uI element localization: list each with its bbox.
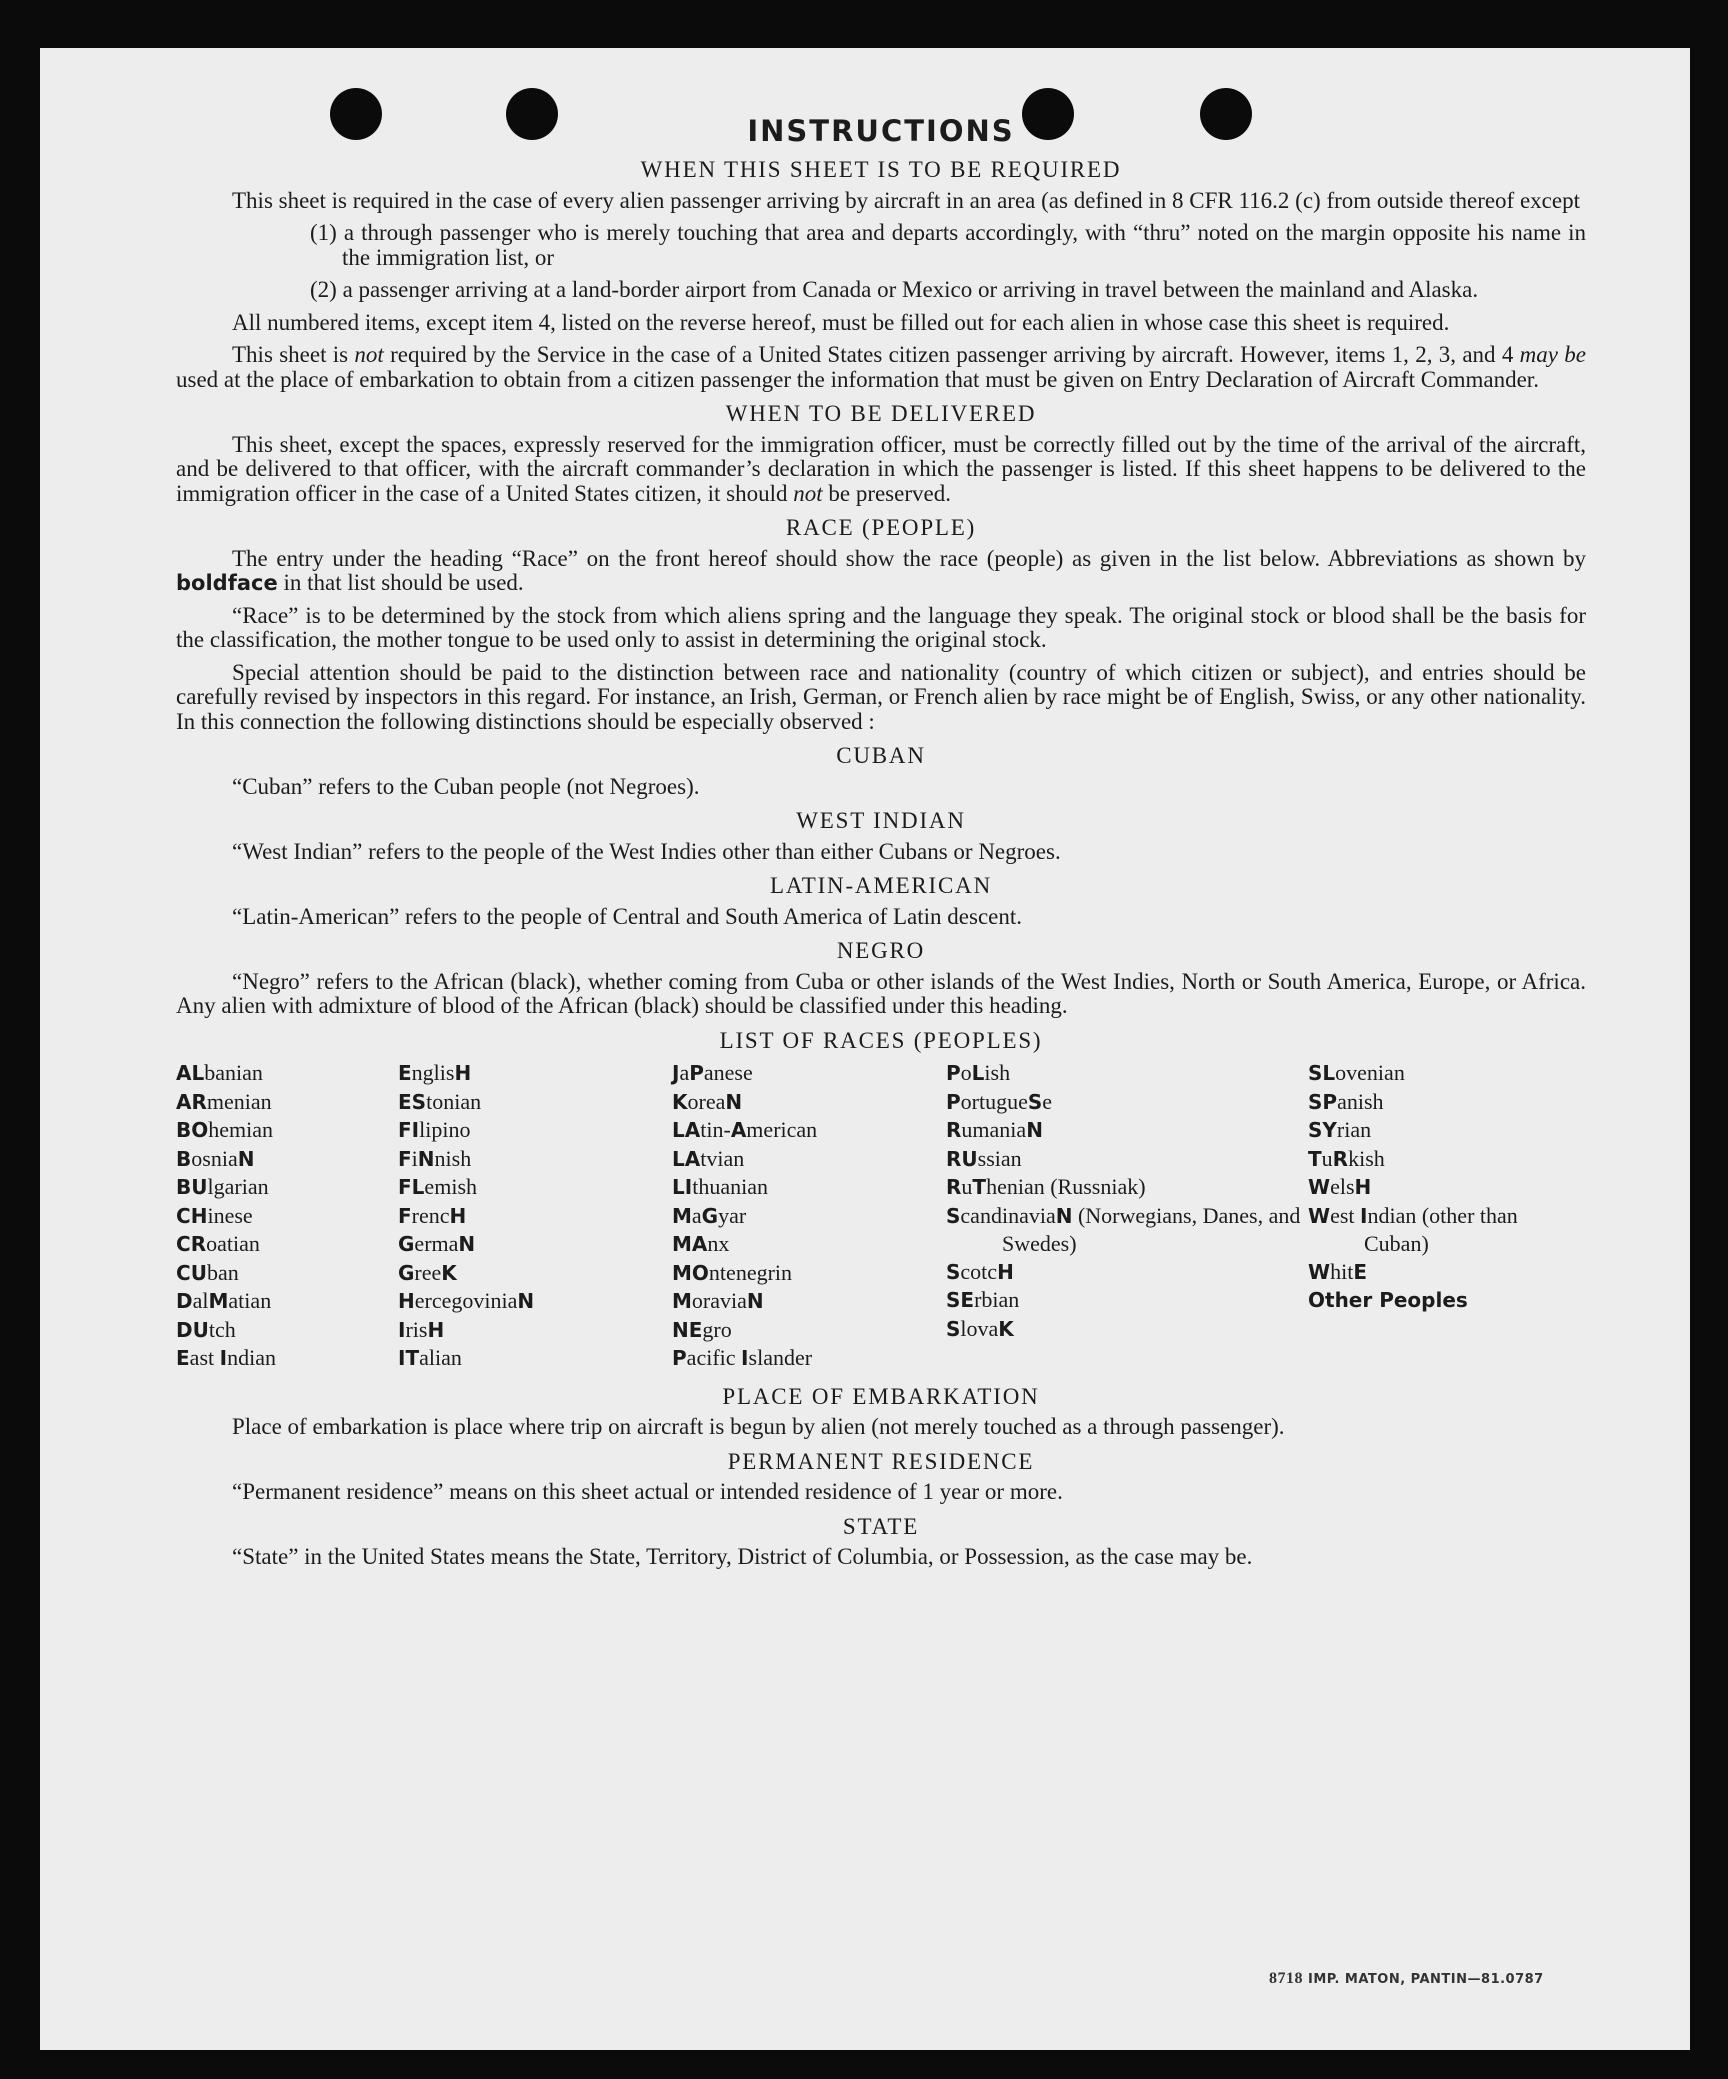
printer-imprint: IMP. MATON, PANTIN—81.0787 xyxy=(1308,1972,1544,1987)
race-item: BUlgarian xyxy=(176,1174,269,1199)
paragraph-delivery: This sheet, except the spaces, expressly reserved for the immigration officer, must be correctly filled out by the time of the arrival of the aircraft, and be delivered to that officer, with the aircraft commander’s declaration in which the passenger is listed. If this sheet happens to be delivered to the immigration officer in the case of a United States citizen, it should not be preserved. xyxy=(176,431,1586,506)
race-column xyxy=(672,1059,946,1373)
race-item: LAtvian xyxy=(672,1145,745,1171)
text-negro: “Negro” refers to the African (black), whether coming from Cuba or other islands of the West Indies, North or South America, Europe, or Africa. Any alien with admixture of blood of the African (black) should be classified under this heading. xyxy=(176,968,1586,1018)
race-column xyxy=(398,1059,672,1373)
heading-list-of-races: LIST OF RACES (PEOPLES) xyxy=(719,1027,1043,1053)
race-item: MaGyar xyxy=(672,1202,747,1228)
race-item: WelsH xyxy=(1308,1174,1372,1199)
race-item: DUtch xyxy=(176,1316,236,1342)
race-item: WhitE xyxy=(1308,1258,1367,1284)
race-item: GreeK xyxy=(398,1259,457,1285)
race-item: DalMatian xyxy=(176,1288,272,1313)
race-item: ARmenian xyxy=(176,1088,272,1114)
form-number: 8718 xyxy=(1269,1970,1303,1987)
form-footer xyxy=(1269,1970,1544,1988)
race-item: KoreaN xyxy=(672,1088,743,1114)
race-item: ITalian xyxy=(398,1345,462,1370)
race-item: ALbanian xyxy=(176,1060,263,1085)
race-column xyxy=(176,1059,398,1373)
paragraph-race-entry: The entry under the heading “Race” on the front hereof should show the race (people) as given in the list below. Abbreviations as shown by boldface in that list should be used. xyxy=(176,545,1586,595)
race-item: MoraviaN xyxy=(672,1288,764,1313)
instructions-content xyxy=(176,114,1586,1578)
race-item: MAnx xyxy=(672,1231,730,1256)
race-item: HercegoviniaN xyxy=(398,1288,535,1313)
race-item: PoLish xyxy=(946,1060,1011,1085)
heading-west-indian: WEST INDIAN xyxy=(796,808,966,833)
race-item: SYrian xyxy=(1308,1117,1372,1142)
race-item: East Indian xyxy=(176,1345,276,1370)
race-column xyxy=(1308,1059,1586,1373)
race-item: GermaN xyxy=(398,1231,476,1256)
heading-race: RACE (PEOPLE) xyxy=(785,515,977,540)
paragraph-intro: This sheet is required in the case of every alien passenger arriving by aircraft in an area (as defined in 8 CFR 116.2 (c) from outside thereof except xyxy=(232,187,1580,213)
text-state: “State” in the United States means the State, Territory, District of Columbia, or Possession, as the case may be. xyxy=(232,1544,1253,1569)
race-item: MOntenegrin xyxy=(672,1259,793,1285)
race-item: JaPanese xyxy=(672,1060,753,1085)
race-item: SPanish xyxy=(1308,1088,1384,1114)
race-item: RuThenian (Russniak) xyxy=(946,1174,1146,1199)
text-latin-american: “Latin-American” refers to the people of Central and South America of Latin descent. xyxy=(232,903,1022,929)
race-item: FIlipino xyxy=(398,1117,471,1142)
heading-when-delivered: WHEN TO BE DELIVERED xyxy=(725,401,1037,426)
paragraph-race-definition: “Race” is to be determined by the stock from which aliens spring and the language they speak. The original stock or blood shall be the basis for the classification, the mother tongue to be used only to assist in determining the original stock. xyxy=(176,602,1586,652)
paragraph-numbered-items: All numbered items, except item 4, listed on the reverse hereof, must be filled out for each alien in whose case this sheet is required. xyxy=(232,309,1450,335)
text-west-indian: “West Indian” refers to the people of the West Indies other than either Cubans or Negroes. xyxy=(232,838,1061,864)
race-item: ScotcH xyxy=(946,1258,1014,1284)
heading-when-required: WHEN THIS SHEET IS TO BE REQUIRED xyxy=(640,157,1122,182)
exception-item-2: (2) a passenger arriving at a land-border airport from Canada or Mexico or arriving in travel between the mainland and Alaska. xyxy=(310,277,1479,302)
exception-item-1: (1) a through passenger who is merely touching that area and departs accordingly, with “thru” noted on the margin opposite his name in the immigration list, or xyxy=(310,220,1586,270)
race-item: NEgro xyxy=(672,1316,732,1342)
race-item: ScandinaviaN (Norwegians, Danes, and Swedes) xyxy=(946,1202,1301,1256)
race-item: CRoatian xyxy=(176,1231,260,1256)
heading-permanent-residence: PERMANENT RESIDENCE xyxy=(727,1448,1035,1474)
race-item: EnglisH xyxy=(398,1060,472,1085)
paragraph-race-nationality: Special attention should be paid to the distinction between race and nationality (country of which citizen or subject), and entries should be carefully revised by inspectors in this regard. For instance, an Irish, German, or French alien by race might be of English, Swiss, or any other nationality. In this connection the following distinctions should be especially observed : xyxy=(176,659,1586,734)
paragraph-citizen: This sheet is not required by the Service in the case of a United States citizen passenger arriving by aircraft. However, items 1, 2, 3, and 4 may be used at the place of embarkation to obtain from a citizen passenger the information that must be given on Entry Declaration of Aircraft Commander. xyxy=(176,342,1587,392)
race-item: SlovaK xyxy=(946,1315,1014,1341)
race-item: LIthuanian xyxy=(672,1174,768,1199)
race-item: BOhemian xyxy=(176,1117,274,1142)
race-item: Other Peoples xyxy=(1308,1288,1468,1312)
heading-negro: NEGRO xyxy=(836,938,926,963)
race-item: TuRkish xyxy=(1308,1145,1385,1171)
race-item: FrencH xyxy=(398,1202,467,1228)
race-item: CUban xyxy=(176,1259,239,1285)
page-title: INSTRUCTIONS xyxy=(747,114,1015,148)
heading-state: STATE xyxy=(842,1513,920,1539)
race-item: IrisH xyxy=(398,1316,445,1342)
race-item: West Indian (other than Cuban) xyxy=(1308,1202,1518,1256)
race-item: RUssian xyxy=(946,1145,1022,1171)
race-item: LAtin-American xyxy=(672,1117,818,1142)
heading-latin-american: LATIN-AMERICAN xyxy=(770,873,992,898)
race-item: Pacific Islander xyxy=(672,1345,813,1370)
text-cuban: “Cuban” refers to the Cuban people (not Negroes). xyxy=(232,773,700,799)
race-item: EStonian xyxy=(398,1088,482,1114)
race-item: CHinese xyxy=(176,1202,253,1228)
race-item: PortugueSe xyxy=(946,1088,1053,1114)
race-item: FLemish xyxy=(398,1174,477,1199)
heading-cuban: CUBAN xyxy=(836,743,926,768)
text-permanent-residence: “Permanent residence” means on this sheet actual or intended residence of 1 year or more. xyxy=(232,1479,1063,1504)
text-embarkation: Place of embarkation is place where trip on aircraft is begun by alien (not merely touched as a through passenger). xyxy=(232,1414,1285,1439)
race-column xyxy=(946,1059,1308,1373)
race-item: RumaniaN xyxy=(946,1117,1043,1142)
race-item: SErbian xyxy=(946,1287,1020,1312)
heading-embarkation: PLACE OF EMBARKATION xyxy=(722,1383,1040,1409)
race-item: BosniaN xyxy=(176,1145,255,1171)
race-item: FiNnish xyxy=(398,1145,472,1171)
race-item: SLovenian xyxy=(1308,1060,1405,1085)
race-list xyxy=(176,1059,1586,1373)
document-sheet xyxy=(40,48,1690,2050)
